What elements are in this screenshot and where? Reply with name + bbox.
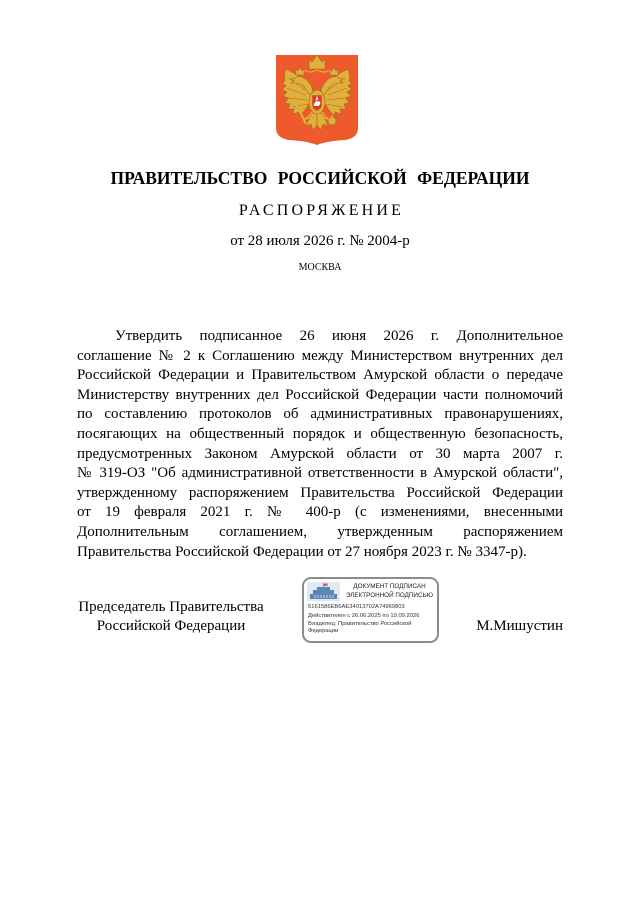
signatory-name: М.Мишустин (476, 618, 563, 634)
body-line: соглашение № 2 к Соглашению между Министерством внутренних дел (77, 347, 563, 364)
stamp-title-line1: ДОКУМЕНТ ПОДПИСАН (353, 583, 426, 590)
document-city: МОСКВА (298, 262, 342, 273)
electronic-signature-stamp (302, 577, 439, 643)
body-line: от 19 февраля 2021 г. № 400-р (с изменениями, внесенными (77, 504, 563, 521)
orb (328, 117, 336, 125)
body-line: по составлению протоколов об административных правонарушениях, (77, 406, 563, 423)
certificate-owner-line1: Владелец: Правительство Российской (308, 621, 412, 627)
body-line: Утвердить подписанное 26 июня 2026 г. Дополнительное (115, 328, 563, 344)
body-line: утвержденному распоряжением Правительства Российской Федерации (77, 484, 563, 501)
signatory-position-line1: Председатель Правительства (78, 599, 264, 615)
body-line: предусмотренных Законом Амурской области от 30 марта 2007 г. (77, 445, 563, 462)
signatory-position (77, 598, 265, 636)
government-building-icon (307, 582, 340, 601)
certificate-owner-line2: Федерации (308, 628, 339, 634)
coat-of-arms-icon (275, 54, 359, 146)
certificate-validity: Действителен с 26.06.2025 по 19.09.2026 (308, 613, 420, 619)
body-line: № 319-ОЗ "Об административной ответственности в Амурской области", (77, 465, 563, 482)
order-body (77, 327, 563, 562)
body-line: Правительства Российской Федерации от 27 ноября 2023 г. № 3347-р). (77, 543, 527, 560)
body-line: Дополнительным соглашением, утвержденным распоряжением (77, 523, 563, 540)
body-line: Министерству внутренних дел Российской Федерации части полномочий (77, 386, 563, 403)
document-date-number: от 28 июля 2026 г. № 2004-р (230, 233, 410, 249)
certificate-serial: 5161586EB6AE34013702A74969803 (308, 604, 405, 610)
signatory-position-line2: Российской Федерации (96, 618, 246, 634)
body-line: Российской Федерации и Правительством Амурской области о передаче (77, 367, 563, 384)
body-line: посягающих на общественный порядок и общественную безопасность, (77, 425, 563, 442)
document-type: РАСПОРЯЖЕНИЕ (238, 202, 405, 219)
stamp-title-line2: ЭЛЕКТРОННОЙ ПОДПИСЬЮ (345, 592, 434, 599)
government-title: ПРАВИТЕЛЬСТВО РОССИЙСКОЙ ФЕДЕРАЦИИ (110, 168, 530, 188)
